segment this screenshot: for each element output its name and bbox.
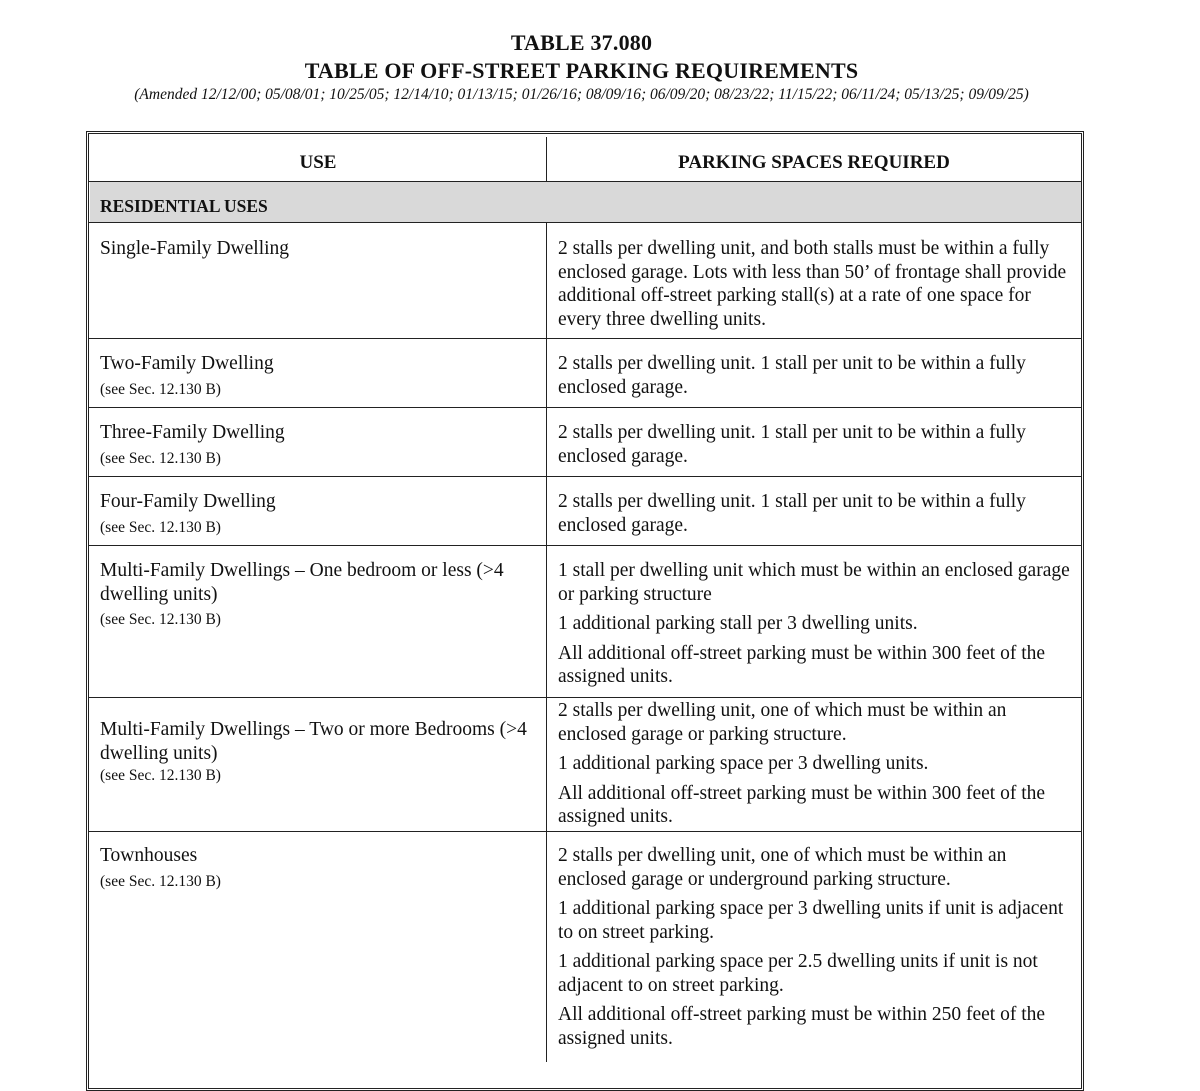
section-label-residential-uses: RESIDENTIAL USES <box>100 196 268 216</box>
table-row-use <box>100 421 540 470</box>
table-row-use <box>100 352 540 401</box>
requirement-text: 2 stalls per dwelling unit, one of which must be within an enclosed garage or parking structure. <box>558 700 1007 745</box>
requirement-text: 2 stalls per dwelling unit. 1 stall per unit to be within a fully enclosed garage. <box>558 422 1026 467</box>
row-divider <box>89 697 1081 698</box>
requirement-text: 2 stalls per dwelling unit. 1 stall per unit to be within a fully enclosed garage. <box>558 353 1026 398</box>
table-row-requirements <box>558 421 1078 474</box>
requirement-text: All additional off-street parking must be within 300 feet of the assigned units. <box>558 642 1046 687</box>
requirement-text: 2 stalls per dwelling unit. 1 stall per unit to be within a fully enclosed garage. <box>558 491 1026 536</box>
use-name: Four-Family Dwelling <box>100 491 276 512</box>
table-row-requirements <box>558 699 1078 835</box>
row-divider <box>89 476 1081 477</box>
requirement-text: 2 stalls per dwelling unit, one of which must be within an enclosed garage or underground parking structure. <box>558 845 1007 890</box>
table-row-use <box>100 559 540 631</box>
table-row-requirements <box>558 352 1078 405</box>
requirement-text: 1 stall per dwelling unit which must be within an enclosed garage or parking structure <box>558 560 1070 605</box>
table-number-title: TABLE 37.080 <box>510 30 653 55</box>
section-reference: (see Sec. 12.130 B) <box>100 380 221 398</box>
column-divider <box>546 222 547 1062</box>
section-reference: (see Sec. 12.130 B) <box>100 872 221 890</box>
table-row-requirements <box>558 844 1078 1056</box>
requirement-text: 1 additional parking space per 3 dwelling units. <box>558 753 929 774</box>
table-row-use <box>100 718 540 787</box>
row-divider <box>89 181 1081 182</box>
section-reference: (see Sec. 12.130 B) <box>100 767 221 784</box>
section-reference: (see Sec. 12.130 B) <box>100 611 221 628</box>
column-divider <box>546 137 547 182</box>
table-title: TABLE OF OFF-STREET PARKING REQUIREMENTS <box>304 58 859 83</box>
use-name: Two-Family Dwelling <box>100 353 274 374</box>
requirement-text: All additional off-street parking must be within 300 feet of the assigned units. <box>558 782 1046 827</box>
table-row-requirements <box>558 237 1078 337</box>
section-reference: (see Sec. 12.130 B) <box>100 518 221 536</box>
parking-column-header: PARKING SPACES REQUIRED <box>678 152 950 173</box>
table-row-use <box>100 490 540 539</box>
use-column-header: USE <box>299 152 337 173</box>
requirement-text: 1 additional parking stall per 3 dwelling units. <box>558 613 918 634</box>
row-divider <box>89 407 1081 408</box>
table-row-use <box>100 237 540 261</box>
use-name: Three-Family Dwelling <box>100 422 285 443</box>
row-divider <box>89 222 1081 223</box>
requirement-text: 2 stalls per dwelling unit, and both stalls must be within a fully enclosed garage. Lots with less than 50’ of frontage shall provide additional off-street parking stall(s) at a rate of one space for every three dwelling units. <box>558 238 1067 330</box>
row-divider <box>89 338 1081 339</box>
amendment-history: (Amended 12/12/00; 05/08/01; 10/25/05; 12/14/10; 01/13/15; 01/26/16; 08/09/16; 06/09/20; 08/23/22; 11/15/22; 06/11/24; 05/13/25; 09/09/25) <box>134 86 1029 103</box>
use-name: Multi-Family Dwellings – One bedroom or less (>4 dwelling units) <box>100 560 504 605</box>
requirement-text: 1 additional parking space per 3 dwelling units if unit is adjacent to on street parking. <box>558 898 1064 943</box>
use-name: Multi-Family Dwellings – Two or more Bedrooms (>4 dwelling units) <box>100 719 527 764</box>
table-row-requirements <box>558 559 1078 695</box>
section-reference: (see Sec. 12.130 B) <box>100 449 221 467</box>
requirement-text: 1 additional parking space per 2.5 dwelling units if unit is not adjacent to on street parking. <box>558 951 1038 996</box>
row-divider <box>89 545 1081 546</box>
use-name: Townhouses <box>100 845 198 866</box>
use-name: Single-Family Dwelling <box>100 238 290 259</box>
table-row-requirements <box>558 490 1078 543</box>
table-row-use <box>100 844 540 893</box>
requirement-text: All additional off-street parking must be within 250 feet of the assigned units. <box>558 1004 1046 1049</box>
